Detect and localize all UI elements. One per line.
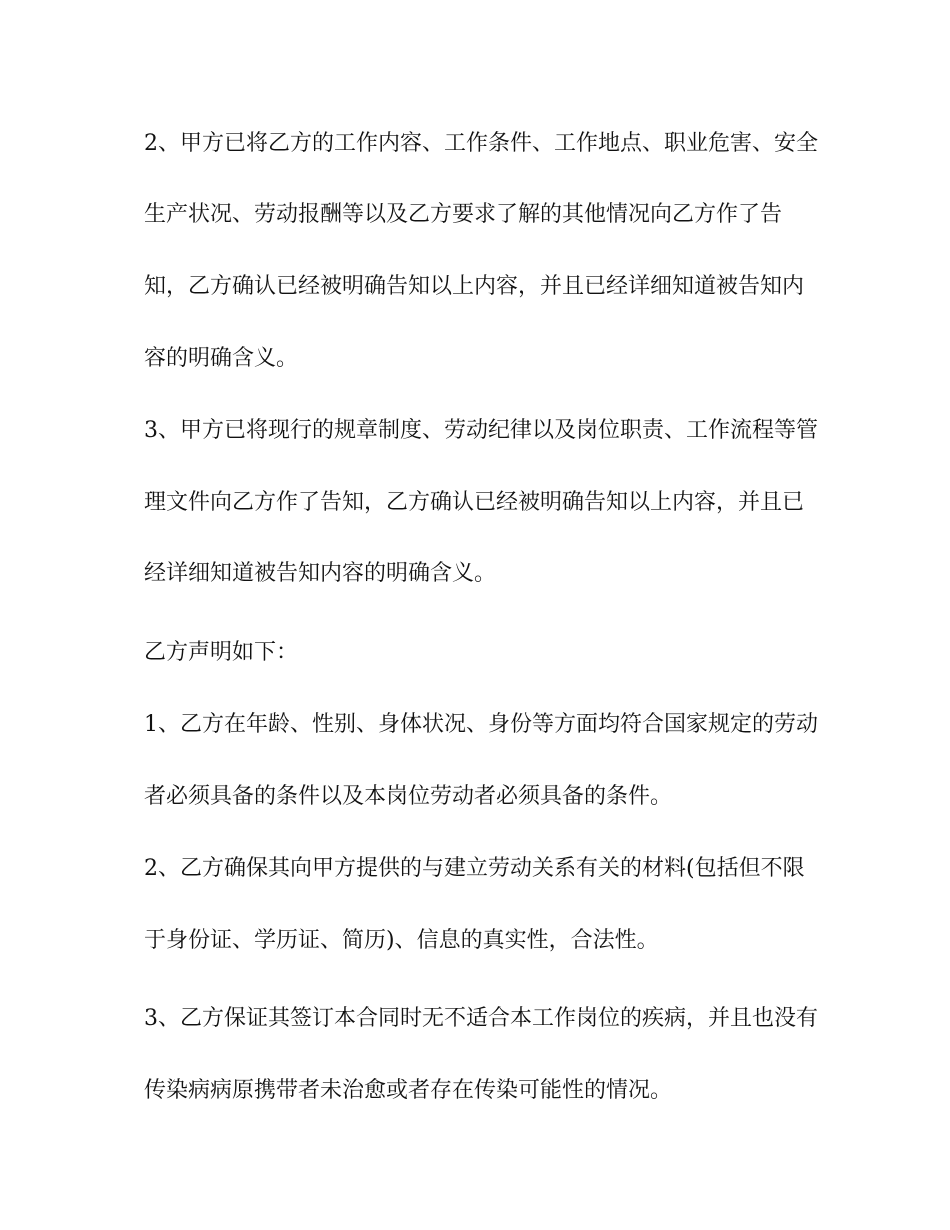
paragraph-line: 传染病病原携带者未治愈或者存在传染可能性的情况。 [144,1078,673,1103]
paragraph-line: 3、乙方保证其签订本合同时无不适合本工作岗位的疾病，并且也没有 [144,1006,818,1031]
paragraph-line: 2、乙方确保其向甲方提供的与建立劳动关系有关的材料(包括但不限 [144,856,805,881]
paragraph-line: 者必须具备的条件以及本岗位劳动者必须具备的条件。 [144,784,673,809]
paragraph-line: 生产状况、劳动报酬等以及乙方要求了解的其他情况向乙方作了告 [144,202,783,227]
paragraph-line: 容的明确含义。 [144,346,299,371]
paragraph-line: 于身份证、学历证、简历)、信息的真实性，合法性。 [144,928,659,953]
paragraph-line: 2、甲方已将乙方的工作内容、工作条件、工作地点、职业危害、安全 [144,131,818,156]
paragraph-line: 经详细知道被告知内容的明确含义。 [144,561,497,586]
section-heading: 乙方声明如下： [144,640,299,665]
paragraph-line: 1、乙方在年龄、性别、身体状况、身份等方面均符合国家规定的劳动 [144,712,818,737]
paragraph-line: 知，乙方确认已经被明确告知以上内容，并且已经详细知道被告知内 [144,274,805,299]
paragraph-line: 3、甲方已将现行的规章制度、劳动纪律以及岗位职责、工作流程等管 [144,418,818,443]
paragraph-line: 理文件向乙方作了告知，乙方确认已经被明确告知以上内容，并且已 [144,490,805,515]
